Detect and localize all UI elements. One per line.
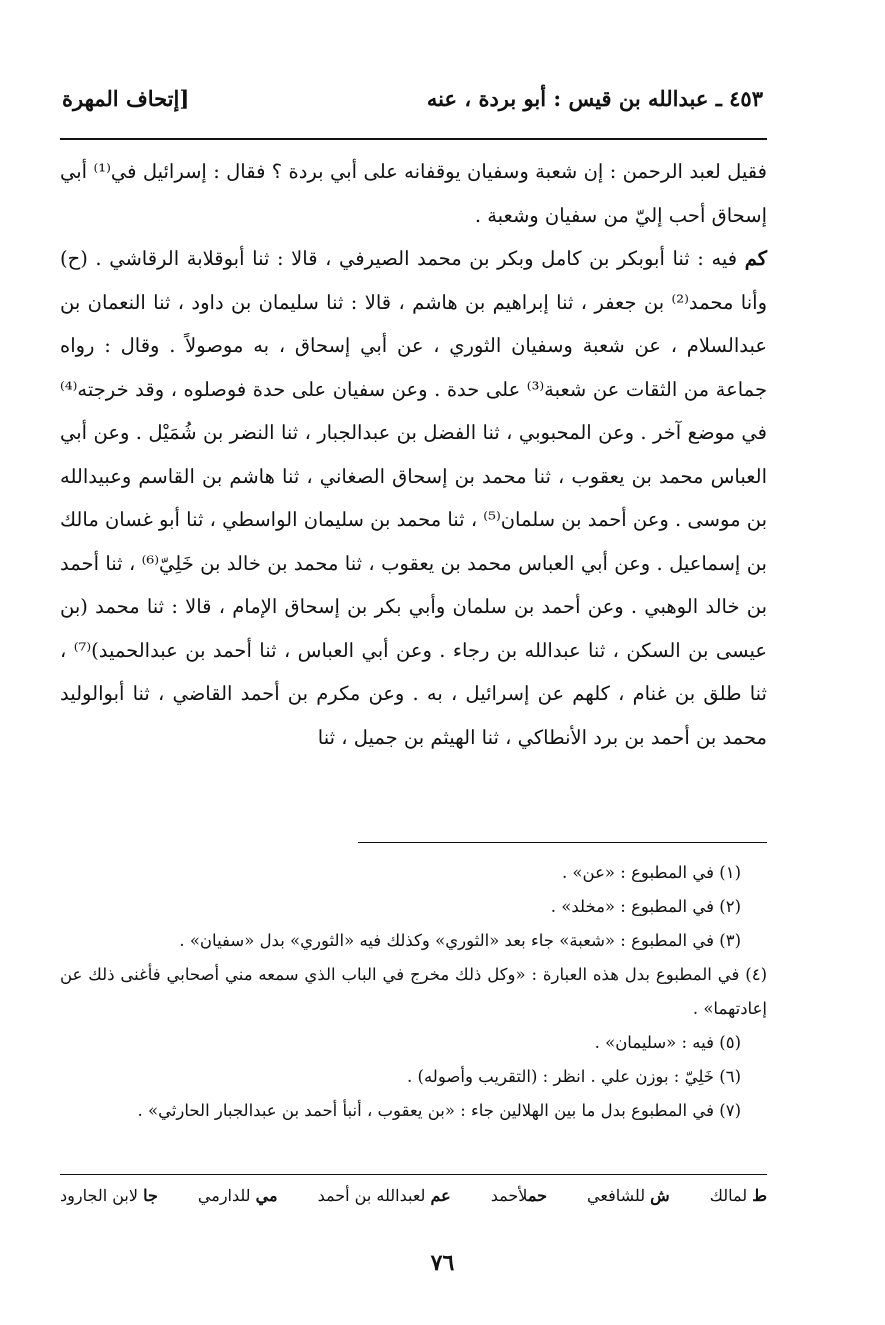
legend-item xyxy=(710,1186,767,1205)
abbreviation-legend xyxy=(60,1186,767,1205)
legend-rule xyxy=(60,1174,767,1175)
footnote-7: (٧) في المطبوع بدل ما بين الهلالين جاء : «بن يعقوب ، أنبأ أحمد بن عبدالجبار الحارثي» . xyxy=(137,1101,741,1120)
legend-code: عم xyxy=(430,1186,451,1205)
legend-name: للدارمي xyxy=(197,1186,251,1205)
page-number: ٧٦ xyxy=(430,1250,455,1276)
footnote-6: (٦) خَلِيّ : بوزن علي . انظر : (التقريب وأصوله) . xyxy=(407,1067,741,1086)
chapter-title: ٤٥٣ ـ عبدالله بن قيس : أبو بردة ، عنه xyxy=(426,86,763,111)
footnote-3: (٣) في المطبوع : «شعبة» جاء بعد «الثوري» وكذلك فيه «الثوري» بدل «سفيان» . xyxy=(179,931,741,950)
legend-item xyxy=(491,1186,547,1205)
legend-item xyxy=(198,1186,278,1205)
paragraph-2-text: فيه : ثنا أبوبكر بن كامل وبكر بن محمد الصيرفي ، قالا : ثنا أبوقلابة الرقاشي . (ح) وأنا محمد⁽²⁾ بن جعفر ، ثنا إبراهيم بن هاشم ، قالا : ثنا سليمان بن داود ، ثنا النعمان بن عبدالسلام ، عن شعبة وسفيان الثوري ، عن أبي إسحاق ، به موصولاً . وقال : رواه جماعة من الثقات عن شعبة⁽³⁾ على حدة . وعن سفيان على حدة فوصلوه ، وقد خرجته⁽⁴⁾ في موضع آخر . وعن المحبوبي ، ثنا الفضل بن عبدالجبار ، ثنا النضر بن شُمَيْل . وعن أبي العباس محمد بن يعقوب ، ثنا محمد بن إسحاق الصغاني ، ثنا هاشم بن القاسم وعبيدالله بن موسى . وعن أحمد بن سلمان⁽⁵⁾ ، ثنا محمد بن سليمان الواسطي ، ثنا أبو غسان مالك بن إسماعيل . وعن أبي العباس محمد بن يعقوب ، ثنا محمد بن خالد بن خَلِيّ⁽⁶⁾ ، ثنا أحمد بن خالد الوهبي . وعن أحمد بن سلمان وأبي بكر بن إسحاق الإمام ، قالا : ثنا محمد (بن عيسى بن السكن ، ثنا عبدالله بن رجاء . وعن أبي العباس ، ثنا أحمد بن عبدالحميد)⁽⁷⁾ ، ثنا طلق بن غنام ، كلهم عن إسرائيل ، به . وعن مكرم بن أحمد القاضي ، ثنا أبوالوليد محمد بن أحمد بن برد الأنطاكي ، ثنا الهيثم بن جميل ، ثنا xyxy=(60,247,767,749)
legend-code: ش xyxy=(650,1186,670,1205)
footnote-separator xyxy=(358,842,767,843)
footnote-1: (١) في المطبوع : «عن» . xyxy=(561,863,741,882)
legend-code: ط xyxy=(752,1186,767,1205)
paragraph-2-keyword: كم xyxy=(744,247,767,270)
legend-name: لأحمد xyxy=(490,1186,528,1205)
legend-name: لمالك xyxy=(709,1186,748,1205)
main-text xyxy=(60,150,767,759)
footnote-2: (٢) في المطبوع : «مخلد» . xyxy=(550,897,741,916)
legend-item xyxy=(587,1186,670,1205)
paragraph-1: فقيل لعبد الرحمن : إن شعبة وسفيان يوقفانه على أبي بردة ؟ فقال : إسرائيل في⁽¹⁾ أبي إسحاق أحب إليّ من سفيان وشعبة . xyxy=(60,160,767,227)
legend-name: لعبدالله بن أحمد xyxy=(317,1186,426,1205)
book-title: [إتحاف المهرة xyxy=(62,86,190,111)
footnotes xyxy=(60,856,767,1128)
footnote-4: (٤) في المطبوع بدل هذه العبارة : «وكل ذلك مخرج في الباب الذي سمعه مني أصحابي فأغنى ذلك عن إعادتهما» . xyxy=(60,965,767,1018)
header-rule xyxy=(60,138,767,140)
legend-name: لابن الجارود xyxy=(60,1186,138,1205)
legend-name: للشافعي xyxy=(587,1186,646,1205)
footnote-5: (٥) فيه : «سليمان» . xyxy=(594,1033,741,1052)
running-header xyxy=(62,86,763,120)
legend-code: حم xyxy=(527,1186,547,1205)
paragraph-2 xyxy=(60,237,767,759)
legend-code: مي xyxy=(255,1186,278,1205)
legend-code: جا xyxy=(143,1186,158,1205)
legend-item xyxy=(318,1186,451,1205)
legend-item xyxy=(60,1186,158,1205)
